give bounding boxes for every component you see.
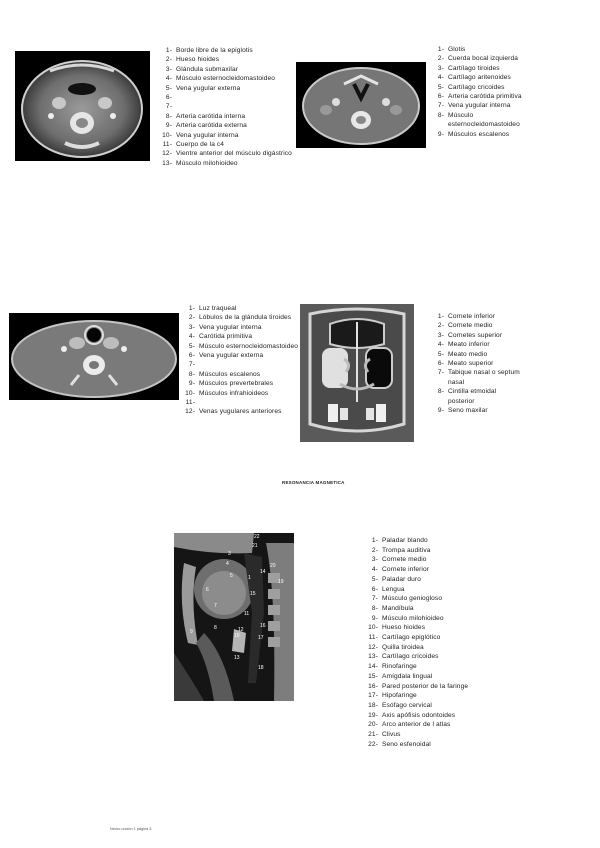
mri-label: 15 bbox=[250, 591, 256, 597]
list-item: 5- Vena yugular externa bbox=[165, 84, 241, 92]
list-item: 8- Músculos escalenos bbox=[188, 370, 261, 378]
list-item: 9- Seno maxilar bbox=[437, 407, 488, 415]
mri-label: 8 bbox=[214, 625, 217, 631]
mri-label: 21 bbox=[252, 543, 258, 549]
list-item: 9- Músculos prevertebrales bbox=[188, 380, 274, 388]
list-item: 2- Trompa auditiva bbox=[371, 546, 431, 554]
mri-label: 7 bbox=[214, 603, 217, 609]
legend-glottis-level bbox=[430, 45, 522, 139]
list-item: 11- Cartílago epiglótico bbox=[368, 634, 441, 642]
list-item: 14- Rinofaringe bbox=[368, 663, 417, 671]
mri-label: 20 bbox=[270, 563, 276, 569]
list-item: 9- Arteria carótida externa bbox=[165, 122, 247, 130]
list-item: 18- Esófago cervical bbox=[368, 701, 432, 709]
legend-epiglottis-level bbox=[158, 46, 293, 168]
list-item: 9- Músculo milohioideo bbox=[371, 614, 444, 622]
list-item: 10- Músculos infrahioideos bbox=[185, 389, 269, 397]
list-item: 7- bbox=[165, 103, 172, 111]
mri-label: 13 bbox=[234, 655, 240, 661]
ct-image-thyroid-level bbox=[9, 313, 179, 400]
list-item: 17- Hipofaringe bbox=[368, 692, 417, 700]
list-item: 1- Cornete inferior bbox=[437, 313, 496, 320]
list-item: 8- Músculo esternocleidomastoideo bbox=[437, 111, 520, 129]
mri-image-sagittal bbox=[174, 533, 294, 701]
list-item: 8- Arteria carótida interna bbox=[165, 112, 246, 120]
list-item: 15- Amígdala lingual bbox=[368, 672, 433, 680]
list-item: 4- Músculo esternocleidomastoideo bbox=[165, 75, 276, 83]
list-item: 4- Cartílago aritenoides bbox=[437, 74, 511, 82]
list-item: 1- Glotis bbox=[437, 46, 466, 53]
list-item: 2- Hueso hioides bbox=[165, 56, 220, 64]
mri-label: 17 bbox=[258, 635, 264, 641]
list-item: 7- Músculo geniogloso bbox=[371, 595, 443, 603]
section-title: RESONANCIA MAGNETICA bbox=[282, 480, 345, 485]
ct-image-epiglottis-level bbox=[15, 51, 150, 161]
list-item: 8- Mandíbula bbox=[371, 604, 414, 612]
list-item: 5- Meato medio bbox=[437, 350, 488, 358]
list-item: 12- Quilla tiroidea bbox=[368, 643, 424, 651]
mri-label: 12 bbox=[238, 627, 244, 633]
list-item: 11- bbox=[185, 399, 195, 407]
mri-label: 19 bbox=[278, 579, 284, 585]
mri-label: 22 bbox=[254, 534, 260, 540]
list-item: 13- Cartílago cricoides bbox=[368, 653, 439, 661]
list-item: 20- Arco anterior de l atlas bbox=[368, 721, 451, 729]
list-item: 6- bbox=[165, 94, 172, 102]
list-item: 2- Lóbulos de la glándula tiroides bbox=[188, 314, 292, 322]
mri-label: 4 bbox=[226, 561, 229, 567]
mri-label: 6 bbox=[206, 587, 209, 593]
list-item: 2- Cornete medio bbox=[437, 322, 493, 330]
list-item: 2- Cuerda bocal izquierda bbox=[437, 55, 519, 63]
list-item: 7- Tabique nasal o septum nasal bbox=[437, 369, 520, 386]
list-item: 6- Meato superior bbox=[437, 360, 494, 368]
legend-mri-sagittal bbox=[364, 536, 496, 749]
mri-label: 1 bbox=[248, 575, 251, 581]
list-item: 10- Vena yugular interna bbox=[162, 131, 239, 139]
list-item: 16- Pared posterior de la faringe bbox=[368, 682, 469, 690]
list-item: 1- Paladar blando bbox=[371, 537, 428, 544]
list-item: 6- Vena yugular externa bbox=[188, 352, 264, 360]
mri-label: 10 bbox=[234, 633, 240, 639]
list-item: 5- Músculo esternocleidomastoideo bbox=[188, 342, 299, 350]
legend-thyroid-level bbox=[181, 304, 299, 417]
mri-label: 16 bbox=[260, 623, 266, 629]
mri-label: 9 bbox=[190, 629, 193, 635]
list-item: 9- Músculos escalenos bbox=[437, 130, 510, 138]
page-footer: Neuro unción 1 página 3 bbox=[110, 827, 152, 831]
list-item: 4- Meato inferior bbox=[437, 341, 490, 349]
list-item: 19- Axis apófisis odontoides bbox=[368, 711, 456, 719]
mri-label: 11 bbox=[244, 611, 250, 617]
list-item: 3- Glándula submaxilar bbox=[165, 65, 239, 73]
list-item: 22- Seno esfenoidal bbox=[368, 740, 431, 748]
mri-label: 3 bbox=[228, 551, 231, 557]
list-item: 7- bbox=[188, 361, 195, 369]
list-item: 3- Cornete medio bbox=[371, 556, 427, 564]
list-item: 7- Vena yugular interna bbox=[437, 102, 511, 110]
list-item: 6- Arteria carótida primitiva bbox=[437, 93, 522, 101]
ct-image-glottis-level bbox=[296, 62, 426, 148]
mri-label: 18 bbox=[258, 665, 264, 671]
list-item: 4- Cornete inferior bbox=[371, 566, 430, 574]
list-item: 13- Músculo milohioideo bbox=[162, 159, 238, 167]
mri-label: 5 bbox=[230, 573, 233, 579]
list-item: 3- Cartílago tiroides bbox=[437, 64, 500, 72]
list-item: 6- Lengua bbox=[371, 585, 405, 593]
list-item: 1- Luz traqueal bbox=[188, 305, 237, 312]
list-item: 10- Hueso hioides bbox=[368, 624, 426, 632]
list-item: 3- Cornetes superior bbox=[437, 331, 503, 339]
ct-image-coronal-sinuses bbox=[300, 304, 414, 442]
list-item: 5- Paladar duro bbox=[371, 575, 421, 583]
list-item: 3- Vena yugular interna bbox=[188, 323, 262, 331]
list-item: 11- Cuerpo de la c4 bbox=[162, 141, 225, 149]
mri-label: 14 bbox=[260, 569, 266, 575]
list-item: 5- Cartílago cricoides bbox=[437, 83, 505, 91]
list-item: 12- Venas yugulares anteriores bbox=[185, 408, 282, 416]
list-item: 4- Carótida primitiva bbox=[188, 333, 253, 341]
legend-coronal-sinuses bbox=[430, 312, 522, 415]
list-item: 12- Vientre anterior del músculo digástrico bbox=[162, 150, 292, 158]
list-item: 1- Borde libre de la epiglotis bbox=[165, 47, 253, 54]
list-item: 8- Cintilla etmoidal posterior bbox=[437, 388, 497, 405]
list-item: 21- Clivus bbox=[368, 731, 401, 739]
